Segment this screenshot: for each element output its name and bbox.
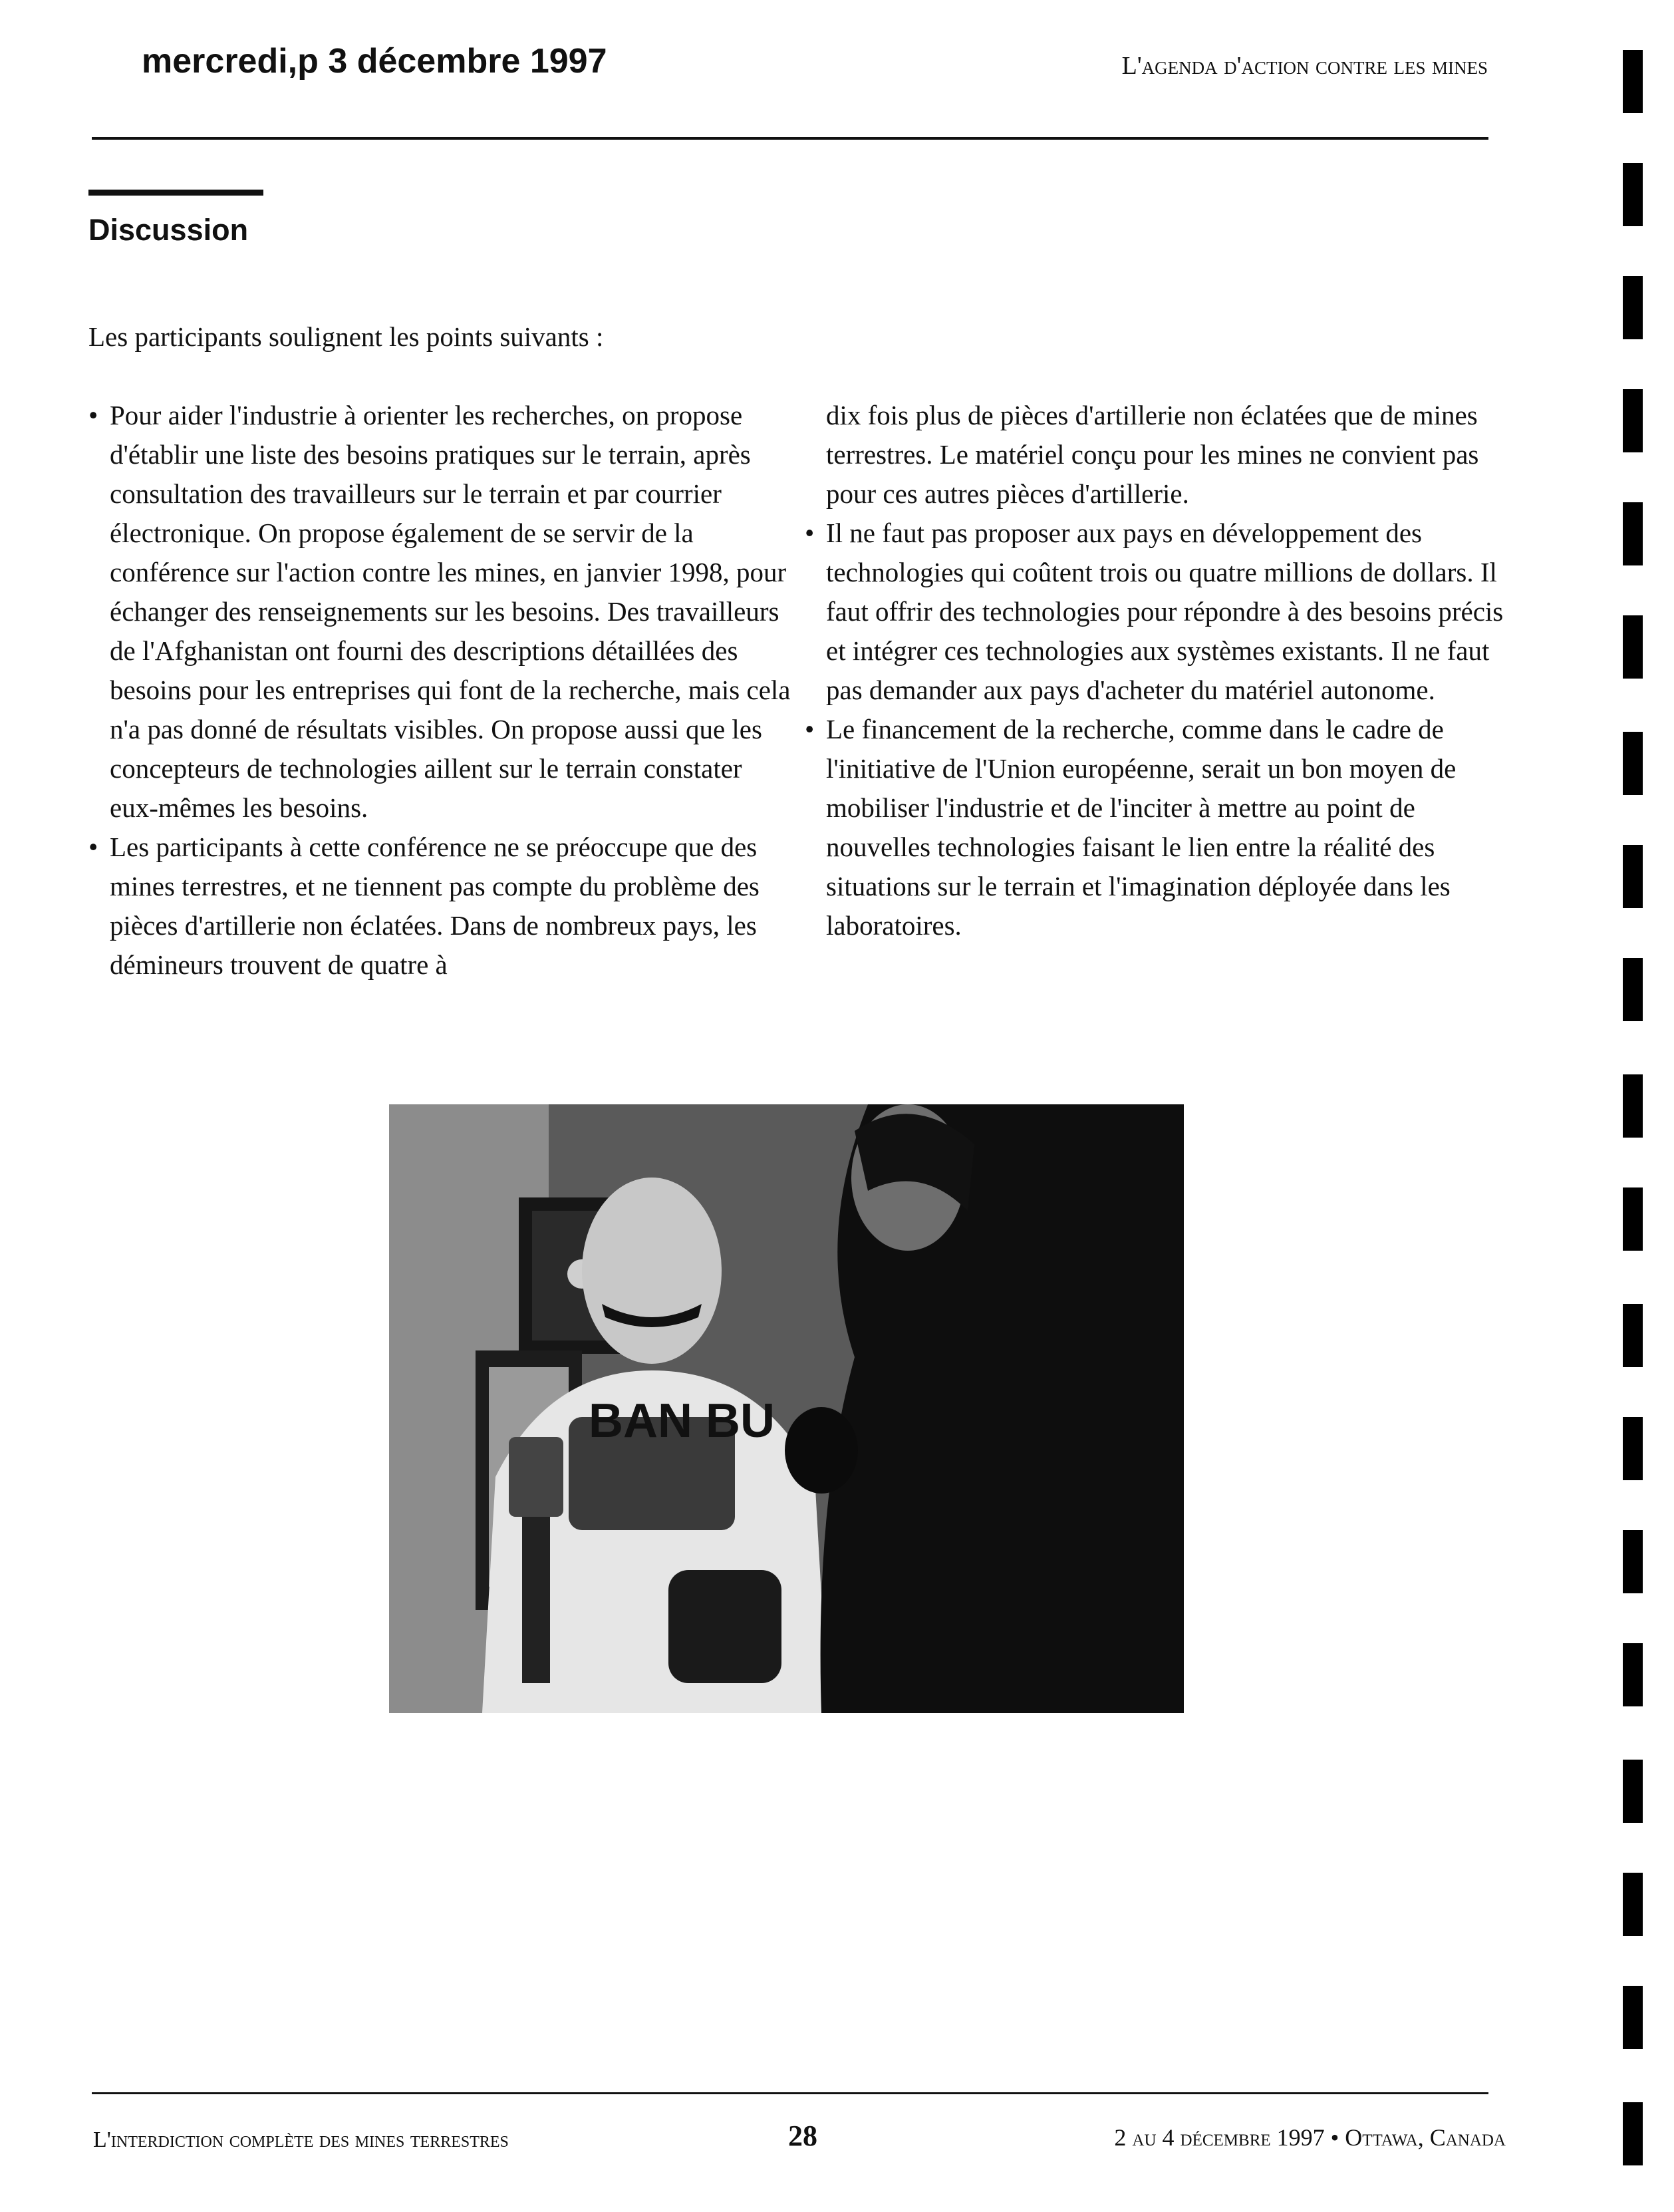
binding-mark [1623,1643,1643,1706]
binding-mark [1623,732,1643,795]
list-item-continued [805,396,1510,514]
binding-mark [1623,1760,1643,1823]
footer-left: L'interdiction complète des mines terrestres [93,2128,509,2152]
binding-mark [1623,845,1643,908]
bullet-text: Pour aider l'industrie à orienter les recherches, on propose d'établir une liste des besoins pratiques sur le terrain, après consultation des travailleurs sur le terrain et par courrier électronique. On propose également de se servir de la conférence sur l'action contre les mines, en janvier 1998, pour échanger des renseignements sur les besoins. Des travailleurs de l'Afghanistan ont fourni des descriptions détaillées des besoins pour les entreprises qui font de la recherche, mais cela n'a pas donné de résultats visibles. On propose aussi que les concepteurs de technologies aillent sur le terrain constater eux-mêmes les besoins. [110,400,791,823]
bullet-glyph: • [805,518,815,548]
binding-mark [1623,1986,1643,2049]
binding-mark [1623,615,1643,679]
bullet-text: Les participants à cette conférence ne se préoccupe que des mines terrestres, et ne tiennent pas compte du problème des pièces d'artillerie non éclatées. Dans de nombreux pays, les démineurs trouvent de quatre à [110,832,760,980]
list-item [88,396,793,828]
binding-mark [1623,958,1643,1021]
photo-illustration [389,1104,1184,1713]
binding-mark [1623,1530,1643,1593]
binding-mark [1623,389,1643,452]
footer-right: 2 au 4 décembre 1997 • Ottawa, Canada [1114,2124,1506,2151]
binding-mark [1623,502,1643,565]
binding-mark [1623,163,1643,226]
header-title: L'agenda d'action contre les mines [1121,52,1488,80]
list-item [805,514,1510,710]
bullet-text: Il ne faut pas proposer aux pays en développement des technologies qui coûtent trois ou quatre millions de dollars. Il faut offrir des technologies pour répondre à des besoins précis et intégrer ces technologies aux systèmes existants. Il ne faut pas demander aux pays d'acheter du matériel autonome. [826,518,1504,705]
section-title: Discussion [88,213,249,247]
list-item [805,710,1510,945]
right-column [805,396,1510,945]
binding-mark [1623,1187,1643,1251]
news-photo [389,1104,1184,1713]
list-item [88,828,793,985]
header-date: mercredi,p 3 décembre 1997 [142,42,607,80]
top-rule [92,137,1488,140]
binding-mark [1623,50,1643,113]
left-column [88,396,793,985]
binding-mark [1623,276,1643,339]
binding-mark [1623,1417,1643,1480]
bullet-text: Le financement de la recherche, comme dans le cadre de l'initiative de l'Union européenne, serait un bon moyen de mobiliser l'industrie et de l'inciter à mettre au point de nouvelles technologies faisant le lien entre la réalité des situations sur le terrain et l'imagination déployée dans les laboratoires. [826,714,1457,941]
binding-mark [1623,1873,1643,1936]
bullet-glyph: • [805,714,815,744]
binding-mark [1623,1304,1643,1367]
intro-text: Les participants soulignent les points suivants : [88,321,604,352]
bullet-glyph: • [88,400,98,430]
page-number: 28 [788,2120,817,2152]
bullet-glyph: • [88,832,98,862]
shirt-text: BAN BU [589,1394,775,1448]
binding-mark [1623,1074,1643,1138]
binding-marks [1623,0,1649,2212]
section-bar [88,190,263,196]
bullet-text: dix fois plus de pièces d'artillerie non éclatées que de mines terrestres. Le matériel conçu pour les mines ne convient pas pour ces autres pièces d'artillerie. [826,400,1479,509]
binding-mark [1623,2102,1643,2165]
bottom-rule [92,2092,1488,2094]
